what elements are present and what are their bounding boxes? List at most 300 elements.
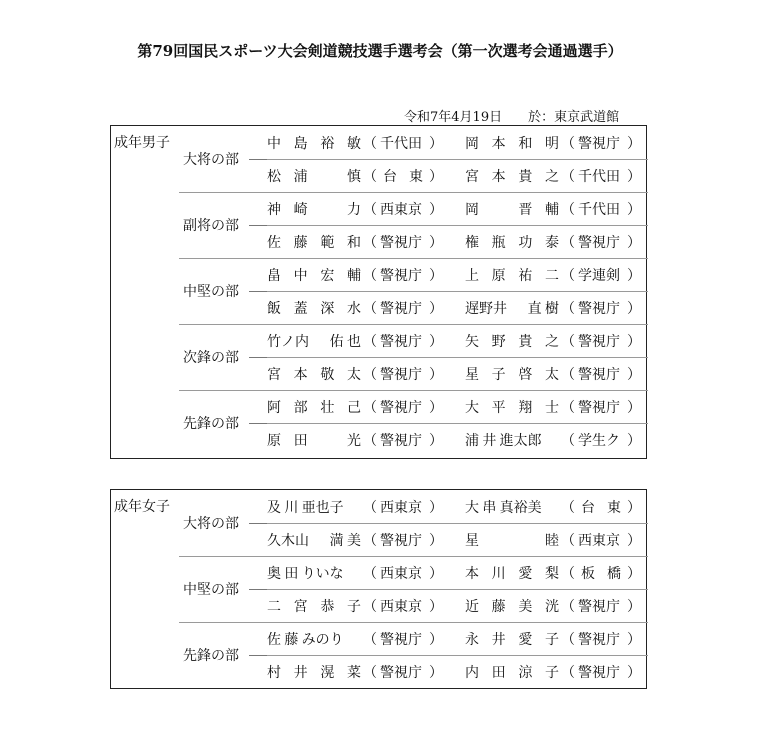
name-part: 藤 bbox=[293, 235, 308, 251]
paren-open: （ bbox=[363, 169, 377, 185]
athlete-entry bbox=[465, 563, 641, 583]
affiliation-char: 板 bbox=[581, 566, 595, 582]
affiliation bbox=[561, 530, 641, 550]
paren-close: ） bbox=[429, 301, 443, 317]
category-label: 成年女子 bbox=[114, 499, 170, 515]
athlete-entry bbox=[465, 530, 641, 550]
athlete-name bbox=[267, 596, 361, 616]
athlete-name bbox=[465, 265, 559, 285]
athlete-entry bbox=[465, 133, 641, 153]
affiliation-text: 警視庁 bbox=[578, 632, 620, 648]
athlete-name bbox=[267, 662, 361, 682]
affiliation-text: 千代田 bbox=[578, 202, 620, 218]
paren-open: （ bbox=[561, 301, 575, 317]
athlete-name bbox=[267, 629, 361, 649]
name-part: 裕 bbox=[320, 136, 335, 152]
paren-close: ） bbox=[627, 433, 641, 449]
name-part: 愛 bbox=[518, 566, 533, 582]
name-part: 洸 bbox=[544, 599, 559, 615]
paren-open: （ bbox=[363, 533, 377, 549]
athlete-entry bbox=[267, 298, 443, 318]
name-part: 原 bbox=[267, 433, 281, 449]
name-part: 貴 bbox=[518, 334, 533, 350]
affiliation-char: 橋 bbox=[607, 566, 621, 582]
paren-close: ） bbox=[429, 500, 443, 516]
roster-row bbox=[111, 423, 648, 456]
name-part: 涼 bbox=[518, 665, 533, 681]
athlete-entry bbox=[267, 199, 443, 219]
athlete-name bbox=[267, 563, 361, 583]
name-part: 井 bbox=[482, 433, 497, 449]
paren-open: （ bbox=[561, 599, 575, 615]
paren-close: ） bbox=[627, 566, 641, 582]
rank-label: 中堅の部 bbox=[183, 284, 239, 300]
affiliation bbox=[561, 364, 641, 384]
row-divider bbox=[267, 589, 648, 590]
paren-open: （ bbox=[561, 202, 575, 218]
paren-open: （ bbox=[561, 433, 575, 449]
row-divider bbox=[267, 159, 648, 160]
name-part: 中 bbox=[267, 136, 281, 152]
rank-label: 先鋒の部 bbox=[183, 648, 239, 664]
athlete-name bbox=[465, 629, 559, 649]
name-part: 士 bbox=[544, 400, 559, 416]
affiliation bbox=[561, 497, 641, 517]
affiliation-char: 東 bbox=[607, 500, 621, 516]
paren-close: ） bbox=[627, 400, 641, 416]
rank-label: 大将の部 bbox=[183, 152, 239, 168]
name-part: 輔 bbox=[544, 202, 559, 218]
paren-close: ） bbox=[627, 533, 641, 549]
name-part: 直 bbox=[527, 301, 542, 317]
name-part: 矢 bbox=[465, 334, 479, 350]
row-divider bbox=[267, 291, 648, 292]
athlete-name bbox=[267, 166, 361, 186]
roster-row bbox=[111, 258, 648, 291]
affiliation bbox=[561, 397, 641, 417]
affiliation-text: 西東京 bbox=[380, 599, 422, 615]
name-part: 浦 bbox=[293, 169, 308, 185]
affiliation bbox=[363, 298, 443, 318]
affiliation-text: 警視庁 bbox=[578, 136, 620, 152]
paren-close: ） bbox=[429, 367, 443, 383]
rank-label: 先鋒の部 bbox=[183, 416, 239, 432]
paren-open: （ bbox=[363, 367, 377, 383]
section-adult-women bbox=[110, 489, 647, 689]
affiliation-text: 警視庁 bbox=[578, 599, 620, 615]
name-part: 近 bbox=[465, 599, 479, 615]
name-part: 也 bbox=[346, 334, 361, 350]
name-part: 太 bbox=[346, 367, 361, 383]
name-part: 阿 bbox=[267, 400, 281, 416]
name-part: 宮 bbox=[293, 599, 308, 615]
paren-close: ） bbox=[627, 169, 641, 185]
name-part: 子 bbox=[544, 632, 559, 648]
name-part: 竹ノ内 bbox=[267, 334, 309, 350]
rank-group bbox=[111, 390, 648, 456]
affiliation-text: 警視庁 bbox=[380, 334, 422, 350]
rank-group bbox=[111, 192, 648, 258]
affiliation bbox=[363, 629, 443, 649]
athlete-name bbox=[267, 364, 361, 384]
athlete-entry bbox=[465, 331, 641, 351]
paren-close: ） bbox=[429, 136, 443, 152]
name-part bbox=[492, 530, 506, 550]
name-part: 本 bbox=[491, 136, 506, 152]
name-part: 子 bbox=[544, 665, 559, 681]
affiliation bbox=[561, 232, 641, 252]
paren-open: （ bbox=[363, 566, 377, 582]
name-part: 啓 bbox=[518, 367, 533, 383]
event-meta bbox=[404, 106, 619, 125]
paren-open: （ bbox=[561, 235, 575, 251]
name-part: 大 bbox=[465, 500, 479, 516]
athlete-name bbox=[267, 430, 361, 450]
athlete-name bbox=[465, 430, 559, 450]
name-part: 星 bbox=[465, 533, 479, 549]
affiliation bbox=[561, 199, 641, 219]
affiliation-text: 警視庁 bbox=[578, 400, 620, 416]
athlete-entry bbox=[267, 232, 443, 252]
affiliation-text: 警視庁 bbox=[578, 235, 620, 251]
paren-open: （ bbox=[561, 533, 575, 549]
name-part bbox=[320, 430, 334, 450]
athlete-entry bbox=[267, 166, 443, 186]
rank-label: 次鋒の部 bbox=[183, 350, 239, 366]
name-part: 部 bbox=[293, 400, 308, 416]
name-part: 飯 bbox=[267, 301, 281, 317]
name-part: 及 bbox=[267, 500, 281, 516]
name-part: 大 bbox=[465, 400, 479, 416]
affiliation bbox=[561, 331, 641, 351]
athlete-entry bbox=[465, 298, 641, 318]
paren-close: ） bbox=[627, 301, 641, 317]
affiliation bbox=[363, 397, 443, 417]
paren-close: ） bbox=[429, 169, 443, 185]
name-part: 敏 bbox=[346, 136, 361, 152]
paren-open: （ bbox=[561, 566, 575, 582]
name-part: 藤 bbox=[491, 599, 506, 615]
affiliation-text: 警視庁 bbox=[380, 268, 422, 284]
paren-close: ） bbox=[429, 665, 443, 681]
name-part: 亜也子 bbox=[301, 500, 344, 516]
paren-close: ） bbox=[429, 433, 443, 449]
name-part: 力 bbox=[346, 202, 361, 218]
row-divider bbox=[267, 357, 648, 358]
row-divider bbox=[267, 655, 648, 656]
paren-open: （ bbox=[561, 268, 575, 284]
athlete-name bbox=[267, 133, 361, 153]
affiliation bbox=[561, 265, 641, 285]
name-part: 本 bbox=[491, 169, 506, 185]
athlete-entry bbox=[267, 265, 443, 285]
athlete-entry bbox=[267, 662, 443, 682]
paren-open: （ bbox=[363, 334, 377, 350]
name-part: 菜 bbox=[346, 665, 361, 681]
paren-open: （ bbox=[363, 433, 377, 449]
name-part: 星 bbox=[465, 367, 479, 383]
paren-open: （ bbox=[363, 500, 377, 516]
roster-row bbox=[111, 126, 648, 159]
athlete-name bbox=[465, 364, 559, 384]
athlete-entry bbox=[465, 596, 641, 616]
paren-open: （ bbox=[561, 169, 575, 185]
athlete-name bbox=[465, 232, 559, 252]
rank-group bbox=[111, 324, 648, 390]
paren-close: ） bbox=[627, 500, 641, 516]
affiliation bbox=[363, 662, 443, 682]
affiliation bbox=[561, 596, 641, 616]
name-part: 貴 bbox=[518, 169, 533, 185]
paren-open: （ bbox=[561, 334, 575, 350]
athlete-entry bbox=[465, 497, 641, 517]
name-part: 田 bbox=[284, 566, 299, 582]
name-part: 祐 bbox=[518, 268, 533, 284]
affiliation-text: 西東京 bbox=[578, 533, 620, 549]
rank-label: 大将の部 bbox=[183, 516, 239, 532]
affiliation bbox=[363, 596, 443, 616]
name-part: 川 bbox=[284, 500, 299, 516]
athlete-entry bbox=[267, 629, 443, 649]
athlete-name bbox=[465, 662, 559, 682]
name-part: 本 bbox=[293, 367, 308, 383]
paren-open: （ bbox=[363, 400, 377, 416]
affiliation bbox=[363, 331, 443, 351]
athlete-entry bbox=[267, 563, 443, 583]
paren-close: ） bbox=[627, 599, 641, 615]
roster-row bbox=[111, 159, 648, 192]
name-part: 崎 bbox=[293, 202, 308, 218]
affiliation bbox=[363, 497, 443, 517]
paren-open: （ bbox=[363, 632, 377, 648]
affiliation-text bbox=[377, 166, 429, 186]
event-venue: 於：東京武道館 bbox=[528, 110, 620, 125]
paren-close: ） bbox=[627, 268, 641, 284]
name-part: 佐 bbox=[267, 235, 281, 251]
affiliation bbox=[363, 133, 443, 153]
name-part: 松 bbox=[267, 169, 281, 185]
roster-row bbox=[111, 324, 648, 357]
name-part bbox=[347, 629, 361, 649]
name-part: 敬 bbox=[320, 367, 335, 383]
affiliation-text: 警視庁 bbox=[380, 400, 422, 416]
athlete-entry bbox=[465, 629, 641, 649]
paren-close: ） bbox=[429, 268, 443, 284]
athlete-entry bbox=[267, 530, 443, 550]
name-part: 太 bbox=[544, 367, 559, 383]
name-part bbox=[510, 298, 524, 318]
name-part: 本 bbox=[465, 566, 479, 582]
athlete-entry bbox=[267, 331, 443, 351]
athlete-name bbox=[465, 530, 559, 550]
name-part: 遅野井 bbox=[465, 301, 507, 317]
document-title: 第79回国民スポーツ大会剣道競技選手選考会（第一次選考会通過選手） bbox=[137, 42, 623, 60]
name-part: 蓋 bbox=[293, 301, 308, 317]
name-part: 宮 bbox=[465, 169, 479, 185]
name-part: 和 bbox=[346, 235, 361, 251]
name-part: 島 bbox=[293, 136, 308, 152]
name-part: 佑 bbox=[329, 334, 344, 350]
athlete-entry bbox=[465, 364, 641, 384]
paren-close: ） bbox=[627, 235, 641, 251]
name-part: 深 bbox=[320, 301, 335, 317]
name-part: 平 bbox=[491, 400, 506, 416]
name-part: 梨 bbox=[544, 566, 559, 582]
affiliation-text: 千代田 bbox=[380, 136, 422, 152]
name-part: 藤 bbox=[284, 632, 299, 648]
paren-close: ） bbox=[627, 632, 641, 648]
row-divider bbox=[267, 523, 648, 524]
athlete-name bbox=[267, 530, 361, 550]
category-label: 成年男子 bbox=[114, 135, 170, 151]
affiliation-text: 警視庁 bbox=[380, 235, 422, 251]
paren-close: ） bbox=[429, 334, 443, 350]
rank-group bbox=[111, 622, 648, 688]
athlete-name bbox=[465, 331, 559, 351]
name-part: 佐 bbox=[267, 632, 281, 648]
paren-close: ） bbox=[627, 334, 641, 350]
name-part: 翔 bbox=[518, 400, 533, 416]
affiliation bbox=[561, 166, 641, 186]
name-part: 川 bbox=[491, 566, 506, 582]
roster-row bbox=[111, 622, 648, 655]
name-part: 串 bbox=[482, 500, 497, 516]
name-part: 田 bbox=[293, 433, 308, 449]
name-part: 恭 bbox=[320, 599, 335, 615]
paren-open: （ bbox=[363, 136, 377, 152]
roster-row bbox=[111, 589, 648, 622]
name-part: 範 bbox=[320, 235, 335, 251]
paren-open: （ bbox=[561, 500, 575, 516]
affiliation bbox=[561, 563, 641, 583]
athlete-name bbox=[267, 497, 361, 517]
name-part: 晋 bbox=[518, 202, 533, 218]
roster-row bbox=[111, 655, 648, 688]
athlete-entry bbox=[267, 430, 443, 450]
paren-open: （ bbox=[363, 202, 377, 218]
athlete-name bbox=[465, 497, 559, 517]
affiliation bbox=[363, 199, 443, 219]
athlete-name bbox=[465, 596, 559, 616]
paren-close: ） bbox=[429, 533, 443, 549]
paren-close: ） bbox=[627, 136, 641, 152]
affiliation-char: 台 bbox=[383, 169, 397, 185]
name-part: 二 bbox=[544, 268, 559, 284]
athlete-name bbox=[267, 298, 361, 318]
rank-group bbox=[111, 490, 648, 556]
roster-row bbox=[111, 523, 648, 556]
athlete-name bbox=[465, 563, 559, 583]
athlete-entry bbox=[465, 430, 641, 450]
affiliation-text: 警視庁 bbox=[578, 301, 620, 317]
name-part: 輔 bbox=[346, 268, 361, 284]
name-part bbox=[492, 199, 506, 219]
paren-open: （ bbox=[363, 599, 377, 615]
row-divider bbox=[267, 423, 648, 424]
athlete-entry bbox=[465, 265, 641, 285]
name-part bbox=[320, 166, 334, 186]
name-part: 之 bbox=[544, 169, 559, 185]
paren-close: ） bbox=[429, 400, 443, 416]
name-part: 己 bbox=[346, 400, 361, 416]
paren-open: （ bbox=[561, 400, 575, 416]
affiliation-text: 警視庁 bbox=[380, 533, 422, 549]
athlete-entry bbox=[465, 199, 641, 219]
paren-close: ） bbox=[429, 566, 443, 582]
name-part: 井 bbox=[491, 632, 506, 648]
paren-open: （ bbox=[561, 367, 575, 383]
paren-close: ） bbox=[627, 202, 641, 218]
name-part: 上 bbox=[465, 268, 479, 284]
affiliation bbox=[363, 166, 443, 186]
affiliation bbox=[561, 430, 641, 450]
affiliation-text: 西東京 bbox=[380, 500, 422, 516]
name-part bbox=[347, 497, 361, 517]
name-part: 慎 bbox=[346, 169, 361, 185]
affiliation bbox=[363, 530, 443, 550]
affiliation bbox=[363, 232, 443, 252]
name-part: 宏 bbox=[320, 268, 335, 284]
name-part: 瓶 bbox=[491, 235, 506, 251]
roster-row bbox=[111, 490, 648, 523]
athlete-entry bbox=[465, 166, 641, 186]
name-part: 睦 bbox=[544, 533, 559, 549]
name-part: 美 bbox=[346, 533, 361, 549]
name-part: 水 bbox=[346, 301, 361, 317]
name-part: 奥 bbox=[267, 566, 281, 582]
affiliation bbox=[561, 629, 641, 649]
name-part: 村 bbox=[267, 665, 281, 681]
name-part: 子 bbox=[491, 367, 506, 383]
name-part: 権 bbox=[465, 235, 479, 251]
name-part: 功 bbox=[518, 235, 533, 251]
paren-close: ） bbox=[429, 202, 443, 218]
name-part: 浦 bbox=[465, 433, 479, 449]
row-divider bbox=[267, 225, 648, 226]
rank-group bbox=[111, 126, 648, 192]
roster-row bbox=[111, 291, 648, 324]
athlete-entry bbox=[465, 397, 641, 417]
affiliation-text: 学生ク bbox=[578, 433, 620, 449]
affiliation-char: 台 bbox=[581, 500, 595, 516]
name-part: 滉 bbox=[320, 665, 335, 681]
name-part: 二 bbox=[267, 599, 281, 615]
affiliation-text: 西東京 bbox=[380, 202, 422, 218]
name-part: 子 bbox=[346, 599, 361, 615]
name-part: 内 bbox=[465, 665, 479, 681]
rank-group bbox=[111, 556, 648, 622]
name-part: 愛 bbox=[518, 632, 533, 648]
name-part: 岡 bbox=[465, 202, 479, 218]
name-part: 光 bbox=[346, 433, 361, 449]
name-part bbox=[518, 530, 532, 550]
affiliation-text: 警視庁 bbox=[380, 367, 422, 383]
rank-group bbox=[111, 258, 648, 324]
name-part bbox=[347, 563, 361, 583]
name-part bbox=[320, 199, 334, 219]
paren-close: ） bbox=[627, 367, 641, 383]
paren-open: （ bbox=[561, 136, 575, 152]
name-part: 野 bbox=[491, 334, 506, 350]
roster-row bbox=[111, 357, 648, 390]
paren-close: ） bbox=[429, 235, 443, 251]
name-part: 美 bbox=[518, 599, 533, 615]
athlete-name bbox=[465, 298, 559, 318]
athlete-entry bbox=[465, 232, 641, 252]
name-part: 真裕美 bbox=[499, 500, 542, 516]
name-part: 之 bbox=[544, 334, 559, 350]
name-part bbox=[545, 497, 559, 517]
